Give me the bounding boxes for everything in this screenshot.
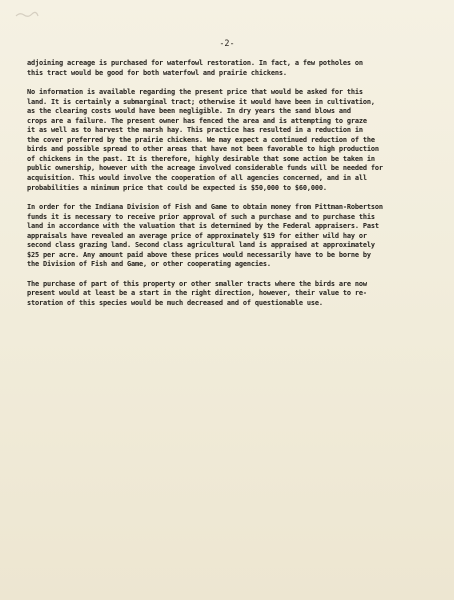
paragraph-2 [27, 88, 439, 193]
text-line: as the clearing costs would have been negligible. In dry years the sand blows and [27, 107, 351, 116]
paragraph-4 [27, 280, 439, 309]
text-line: appraisals have revealed an average price of approximately $19 for either wild hay or [27, 231, 367, 240]
paragraph-1 [27, 59, 439, 78]
text-line: land in accordance with the valuation that is determined by the Federal appraisers. Past [27, 222, 379, 231]
text-line: adjoining acreage is purchased for waterfowl restoration. In fact, a few potholes on [27, 59, 363, 67]
text-line: $25 per acre. Any amount paid above these prices would necessarily have to be borne by [27, 250, 371, 259]
text-line: No information is available regarding the present price that would be asked for this [27, 88, 363, 97]
text-line: the cover preferred by the prairie chickens. We may expect a continued reduction of the [27, 135, 375, 144]
text-line: birds and possible spread to other areas that have not been favorable to high production [27, 145, 379, 154]
text-line: probabilities a minimum price that could be expected is $50,000 to $60,000. [27, 183, 327, 192]
text-line: of chickens in the past. It is therefore, highly desirable that some action be taken in [27, 154, 375, 163]
text-line: this tract would be good for both waterfowl and prairie chickens. [27, 68, 287, 77]
paper-smudge-mark [14, 10, 40, 20]
text-line: In order for the Indiana Division of Fish and Game to obtain money from Pittman-Robertson [27, 203, 383, 212]
text-line: crops are a failure. The present owner has fenced the area and is attempting to graze [27, 116, 367, 125]
text-line: The purchase of part of this property or other smaller tracts where the birds are now [27, 279, 367, 288]
text-line: storation of this species would be much decreased and of questionable use. [27, 299, 323, 308]
text-line: second class grazing land. Second class agricultural land is appraised at approximately [27, 241, 375, 250]
text-line: present would at least be a start in the right direction, however, their value to re- [27, 289, 367, 298]
text-line: the Division of Fish and Game, or other cooperating agencies. [27, 260, 271, 269]
text-line: funds it is necessary to receive prior approval of such a purchase and to purchase this [27, 212, 375, 221]
text-line: public ownership, however with the acreage involved considerable funds will be needed for [27, 164, 383, 173]
text-line: land. It is certainly a submarginal tract; otherwise it would have been in cultivation, [27, 97, 375, 106]
text-line: it as well as to harvest the marsh hay. This practice has resulted in a reduction in [27, 126, 363, 135]
document-body [27, 59, 439, 319]
paragraph-3 [27, 203, 439, 270]
text-line: acquisition. This would involve the cooperation of all agencies concerned, and in all [27, 174, 367, 183]
page-number: -2- [219, 39, 235, 49]
